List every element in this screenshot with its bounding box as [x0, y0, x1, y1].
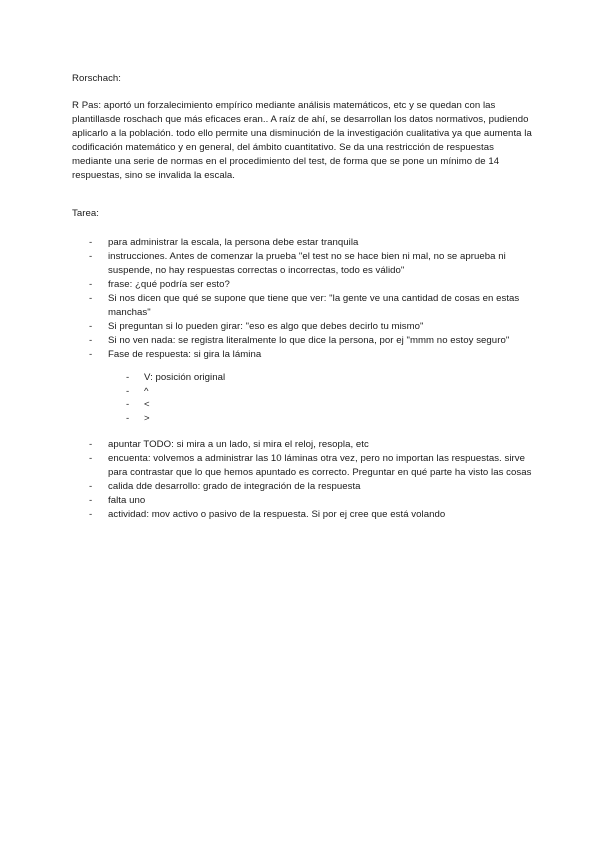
- list-item-text: Si preguntan si lo pueden girar: "eso es algo que debes decirlo tu mismo": [108, 321, 424, 332]
- bullet-dash: -: [89, 509, 93, 520]
- bullet-dash: -: [89, 481, 93, 492]
- bullet-dash: -: [126, 399, 130, 410]
- list-item: [72, 508, 532, 522]
- document-paragraph: R Pas: aportó un forzalecimiento empírico mediante análisis matemáticos, etc y se quedan con las plantillasde roschach que más eficaces eran.. A raíz de ahí, se desarrollan los datos normativos, pudiendo aplicarlo a la población. todo ello permite una disminución de la investigación cualitativa ya que aumenta la codificación matemático y en general, del ámbito cuantitativo. Se da una restricción de respuestas mediante una serie de normas en el procedimiento del test, de forma que se pone un mínimo de 14 respuestas, sino se invalida la escala.: [72, 100, 532, 181]
- list-item-text: encuenta: volvemos a administrar las 10 láminas otra vez, pero no importan las respuestas. sirve para contrastar que lo que hemos apuntado es correcto. Preguntar en qué parte ha visto las cosas: [108, 453, 532, 478]
- sublist-item-text: ^: [144, 385, 149, 397]
- bullet-dash: -: [126, 385, 130, 397]
- bullet-dash: -: [126, 412, 130, 424]
- bullet-dash: -: [89, 293, 93, 304]
- list-item-text: frase: ¿qué podría ser esto?: [108, 279, 230, 290]
- bullet-dash: -: [89, 495, 93, 506]
- list-item-text: falta uno: [108, 495, 146, 506]
- sublist-item-text: V: posición original: [144, 372, 226, 383]
- list-item-text: Si nos dicen que qué se supone que tiene que ver: "la gente ve una cantidad de cosas en estas manchas": [108, 293, 520, 318]
- list-item: [72, 320, 532, 334]
- list-item: [72, 480, 532, 494]
- sublist-item-text: <: [144, 399, 150, 410]
- list-item-text: calida dde desarrollo: grado de integración de la respuesta: [108, 481, 361, 492]
- bullet-dash: -: [89, 237, 93, 248]
- sublist-item: [126, 412, 326, 426]
- list-item: [72, 494, 532, 508]
- list-item-text: apuntar TODO: si mira a un lado, si mira el reloj, resopla, etc: [108, 439, 369, 450]
- list-item: [72, 250, 532, 278]
- list-item: [72, 438, 532, 452]
- list-item-text: para administrar la escala, la persona debe estar tranquila: [108, 237, 359, 248]
- list-item: [72, 278, 532, 292]
- task-list: [72, 236, 532, 362]
- sublist-item: [126, 371, 326, 385]
- bullet-dash: -: [89, 321, 93, 332]
- bullet-dash: -: [89, 335, 93, 346]
- list-item-text: instrucciones. Antes de comenzar la prueba "el test no se hace bien ni mal, no se aprueba ni suspende, no hay respuestas correctas o incorrectas, todo es válido": [108, 251, 506, 276]
- bullet-dash: -: [89, 349, 93, 360]
- list-item: [72, 452, 532, 480]
- list-item: [72, 334, 532, 348]
- bullet-dash: -: [89, 439, 93, 450]
- document-heading: Rorschach:: [72, 73, 122, 84]
- sublist-item: [126, 385, 326, 399]
- rotation-sublist: [126, 371, 326, 425]
- bullet-dash: -: [126, 372, 130, 383]
- bullet-dash: -: [89, 453, 93, 464]
- task-list-continued: [72, 438, 532, 522]
- sublist-item: [126, 398, 326, 412]
- list-item-text: actividad: mov activo o pasivo de la respuesta. Si por ej cree que está volando: [108, 509, 446, 520]
- list-item-text: Fase de respuesta: si gira la lámina: [108, 349, 262, 360]
- list-item-text: Si no ven nada: se registra literalmente lo que dice la persona, por ej "mmm no estoy seguro": [108, 335, 510, 346]
- tarea-label: Tarea:: [72, 208, 99, 219]
- bullet-dash: -: [89, 279, 93, 290]
- list-item: [72, 236, 532, 250]
- sublist-item-text: >: [144, 412, 150, 424]
- list-item: [72, 348, 532, 362]
- list-item: [72, 292, 532, 320]
- bullet-dash: -: [89, 251, 93, 262]
